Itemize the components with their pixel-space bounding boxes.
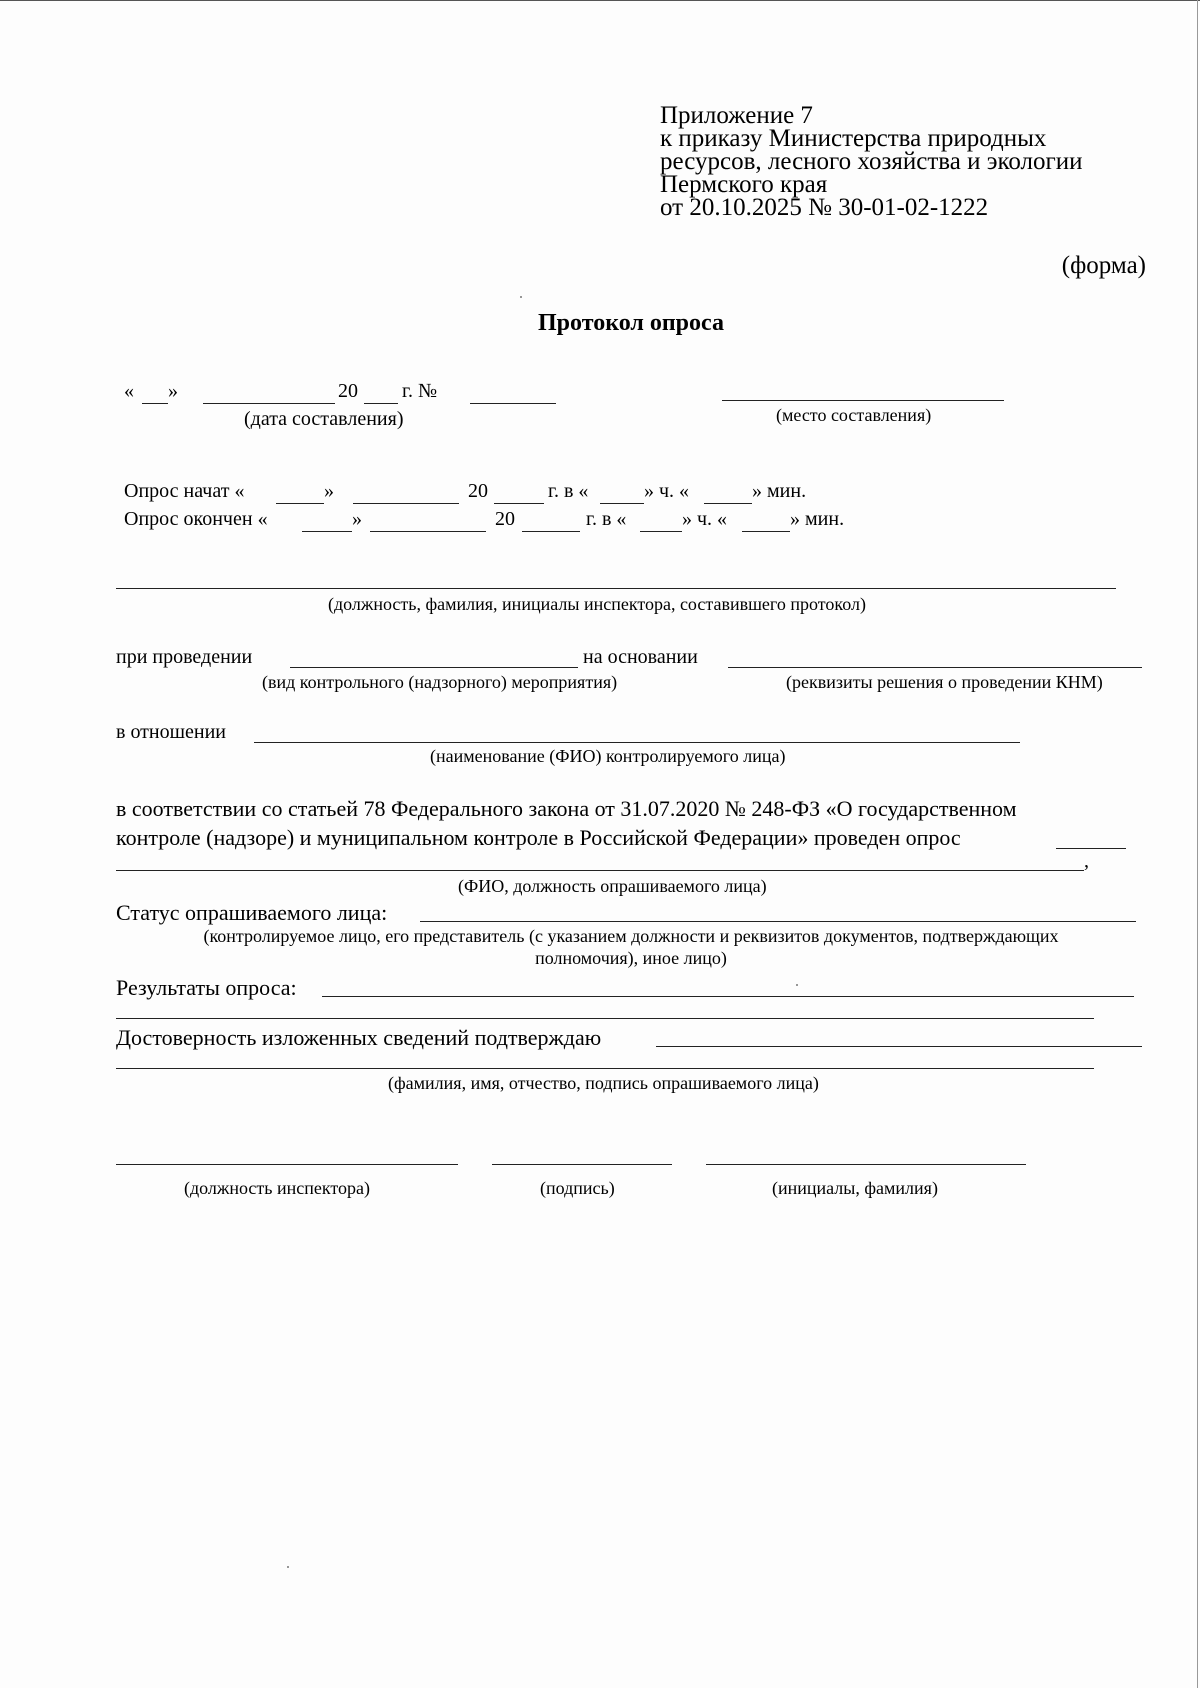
results-field-2[interactable] [116, 1018, 1094, 1019]
appendix-line-5: от 20.10.2025 № 30-01-02-1222 [660, 194, 989, 221]
control-event-field[interactable] [290, 667, 578, 668]
signature-field[interactable] [492, 1164, 672, 1165]
inspector-position-field[interactable] [116, 1164, 458, 1165]
end-g-v: г. в « [586, 508, 627, 530]
form-label: (форма) [1061, 252, 1146, 279]
end-hours-label: » ч. « [682, 508, 728, 530]
status-caption-2: полномочия), иное лицо) [535, 948, 727, 968]
start-year-prefix: 20 [468, 480, 488, 502]
decision-caption: (реквизиты решения о проведении КНМ) [786, 672, 1103, 692]
end-month-field[interactable] [370, 531, 486, 532]
position-caption: (должность инспектора) [184, 1178, 370, 1198]
status-label: Статус опрашиваемого лица: [116, 900, 388, 925]
surveyed-person-field[interactable] [116, 870, 1084, 871]
survey-end-label: Опрос окончен « [124, 508, 268, 530]
start-hours-label: » ч. « [644, 480, 690, 502]
confirmation-label: Достоверность изложенных сведений подтверждаю [116, 1025, 602, 1050]
date-quote-close: » [168, 380, 178, 402]
place-caption: (место составления) [776, 405, 932, 425]
decision-field[interactable] [728, 667, 1142, 668]
appendix-line-2: к приказу Министерства природных [660, 125, 1047, 152]
start-minutes-label: » мин. [752, 480, 807, 502]
confirmation-field-2[interactable] [116, 1068, 1094, 1069]
start-hours-field[interactable] [600, 503, 644, 504]
date-caption: (дата составления) [244, 408, 404, 430]
appendix-line-3: ресурсов, лесного хозяйства и экологии [660, 148, 1083, 175]
surveyed-inline-field[interactable] [1056, 848, 1126, 849]
survey-start-label: Опрос начат « [124, 480, 245, 502]
start-quote-close: » [324, 480, 334, 502]
year-suffix-number: г. № [402, 380, 438, 402]
protocol-number-field[interactable] [470, 403, 556, 404]
regarding-label: в отношении [116, 721, 227, 743]
year-prefix: 20 [338, 380, 358, 402]
start-month-field[interactable] [353, 503, 459, 504]
status-field[interactable] [420, 921, 1136, 922]
event-kind-caption: (вид контрольного (надзорного) мероприятия) [262, 672, 618, 692]
appendix-block [660, 104, 1082, 219]
law-comma: , [1084, 850, 1089, 872]
start-day-field[interactable] [276, 503, 324, 504]
end-quote-close: » [352, 508, 362, 530]
scan-speck [520, 296, 522, 298]
page-title: Протокол опроса [538, 310, 724, 336]
conduct-label: при проведении [116, 646, 253, 668]
inspector-field[interactable] [116, 588, 1116, 589]
results-field-1[interactable] [322, 996, 1134, 997]
start-g-v: г. в « [548, 480, 589, 502]
name-caption: (инициалы, фамилия) [772, 1178, 938, 1198]
inspector-caption: (должность, фамилия, инициалы инспектора, составившего протокол) [328, 594, 866, 614]
end-year-field[interactable] [522, 531, 580, 532]
day-field[interactable] [142, 403, 168, 404]
results-label: Результаты опроса: [116, 975, 297, 1000]
end-minutes-field[interactable] [742, 531, 790, 532]
surveyed-caption: (ФИО, должность опрашиваемого лица) [458, 876, 767, 896]
status-caption-1: (контролируемое лицо, его представитель (с указанием должности и реквизитов документов, подтверждающих [203, 926, 1059, 946]
scan-border-right [1197, 0, 1198, 1688]
month-field[interactable] [203, 403, 335, 404]
regarding-caption: (наименование (ФИО) контролируемого лица) [430, 746, 786, 766]
confirmation-field[interactable] [656, 1046, 1142, 1047]
end-year-prefix: 20 [495, 508, 515, 530]
year-field[interactable] [364, 403, 398, 404]
basis-label: на основании [583, 646, 698, 668]
end-hours-field[interactable] [640, 531, 682, 532]
date-quote-open: « [124, 380, 134, 402]
scan-speck [287, 1566, 289, 1568]
scan-speck [796, 984, 798, 986]
controlled-person-field[interactable] [254, 742, 1020, 743]
end-day-field[interactable] [302, 531, 352, 532]
scan-border-top [0, 0, 1200, 1]
signature-caption: (подпись) [540, 1178, 615, 1198]
appendix-line-1: Приложение 7 [660, 102, 813, 129]
appendix-line-4: Пермского края [660, 171, 828, 198]
inspector-name-field[interactable] [706, 1164, 1026, 1165]
start-year-field[interactable] [494, 503, 544, 504]
law-line-2: контроле (надзоре) и муниципальном контроле в Российской Федерации» проведен опрос [116, 825, 961, 850]
end-minutes-label: » мин. [790, 508, 845, 530]
start-minutes-field[interactable] [704, 503, 752, 504]
law-line-1: в соответствии со статьей 78 Федерального закона от 31.07.2020 № 248-ФЗ «О государственном [116, 796, 1017, 821]
place-field[interactable] [722, 400, 1004, 401]
confirmation-caption: (фамилия, имя, отчество, подпись опрашиваемого лица) [388, 1073, 819, 1093]
